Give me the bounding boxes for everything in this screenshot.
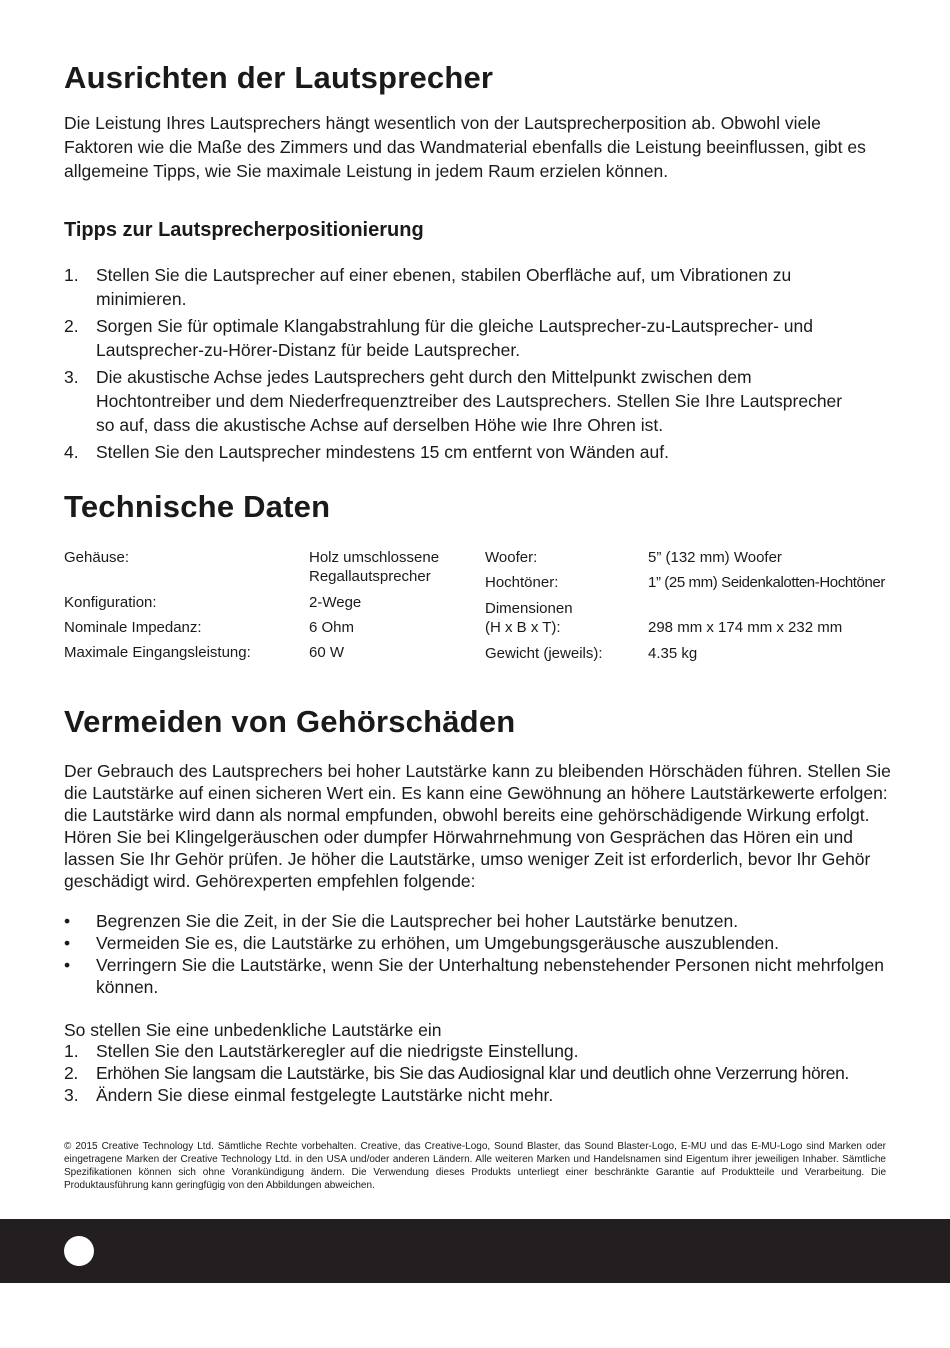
spec-value: Holz umschlossene <box>309 549 440 566</box>
list-item <box>64 932 894 954</box>
spec-value: 5” (132 mm) Woofer <box>648 549 782 566</box>
spec-label: Dimensionen <box>485 600 573 617</box>
spec-label: Maximale Eingangsleistung: <box>64 644 251 661</box>
list-item-text: Stellen Sie die Lautsprecher auf einer ebenen, stabilen Oberfläche auf, um Vibrationen zu minimieren. <box>96 265 792 309</box>
spec-value: 4.35 kg <box>648 645 698 662</box>
list-item-text: Erhöhen Sie langsam die Lautstärke, bis Sie das Audiosignal klar und deutlich ohne Verzerrung hören. <box>96 1063 849 1083</box>
spec-value: 2-Wege <box>309 594 362 611</box>
list-number: 1. <box>64 1041 79 1061</box>
page-marker-circle <box>64 1236 94 1266</box>
footer-bar <box>0 1219 950 1283</box>
bullet-marker: • <box>64 911 71 931</box>
list-item-text: Verringern Sie die Lautstärke, wenn Sie der Unterhaltung nebenstehender Personen nicht mehrfolgen können. <box>96 955 885 997</box>
list-item <box>64 314 864 362</box>
list-item <box>64 1062 904 1084</box>
spec-label: Gewicht (jeweils): <box>485 645 603 662</box>
spec-value: Regallautsprecher <box>309 568 431 585</box>
list-item <box>64 1084 904 1106</box>
spec-label: Konfiguration: <box>64 594 157 611</box>
copyright-note: © 2015 Creative Technology Ltd. Sämtliche Rechte vorbehalten. Creative, das Creative-Logo, Sound Blaster, das Sound Blaster-Logo, E-MU und das E-MU-Logo sind Marken oder eingetragene Marken der Creative Technology Ltd. in den USA und/oder anderen Ländern. Alle weiteren Marken und Handelsnamen sind Eigentum ihrer jeweiligen Inhaber. Sämtliche Spezifikationen können sich ohne Vorankündigung ändern. Die Verwendung dieses Produkts unterliegt einer beschränkte Garantie auf Produktteile und Verarbeitung. Die Produktausführung kann geringfügig von den Abbildungen abweichen. <box>64 1141 886 1191</box>
section-title-hearing: Vermeiden von Gehörschäden <box>64 704 516 739</box>
list-number: 4. <box>64 442 79 462</box>
bullet-marker: • <box>64 955 71 975</box>
list-number: 3. <box>64 367 79 387</box>
list-item <box>64 954 894 998</box>
spec-label: Nominale Impedanz: <box>64 619 202 636</box>
list-item <box>64 263 864 311</box>
list-number: 3. <box>64 1085 79 1105</box>
alignment-intro: Die Leistung Ihres Lautsprechers hängt wesentlich von der Lautsprecherposition ab. Obwohl viele Faktoren wie die Maße des Zimmers und das Wandmaterial ebenfalls die Leistung beeinflussen, gibt es allgemeine Tipps, wie Sie maximale Leistung in jedem Raum erzielen können. <box>64 113 866 181</box>
spec-value: 1” (25 mm) Seidenkalotten-Hochtöner <box>648 574 885 591</box>
spec-label: (H x B x T): <box>485 619 561 636</box>
list-item <box>64 440 864 464</box>
tips-list <box>64 263 864 464</box>
spec-label: Gehäuse: <box>64 549 130 566</box>
list-item-text: Die akustische Achse jedes Lautsprechers geht durch den Mittelpunkt zwischen dem Hochtontreiber und dem Niederfrequenztreiber des Lautsprechers. Stellen Sie Ihre Lautsprecher so auf, dass die akustische Achse auf derselben Höhe wie Ihre Ohren ist. <box>96 367 843 435</box>
list-item <box>64 910 894 932</box>
steps-intro: So stellen Sie eine unbedenkliche Lautstärke ein <box>64 1020 442 1040</box>
hearing-intro: Der Gebrauch des Lautsprechers bei hoher Lautstärke kann zu bleibenden Hörschäden führen. Stellen Sie die Lautstärke auf einen sicheren Wert ein. Es kann eine Gewöhnung an höhere Lautstärkewerte erfolgen: die Lautstärke wird dann als normal empfunden, obwohl bereits eine gehörschädigende Wirkung erfolgt. Hören Sie bei Klingelgeräuschen oder dumpfer Hörwahrnehmung von Gesprächen das Hören ein und lassen Sie Ihr Gehör prüfen. Je höher die Lautstärke, umso weniger Zeit ist erforderlich, bevor Ihr Gehör geschädigt wird. Gehörexperten empfehlen folgende: <box>64 761 891 891</box>
list-item <box>64 1040 904 1062</box>
list-number: 1. <box>64 265 79 285</box>
list-item-text: Stellen Sie den Lautsprecher mindestens 15 cm entfernt von Wänden auf. <box>96 442 669 462</box>
list-number: 2. <box>64 1063 78 1083</box>
bullet-marker: • <box>64 933 71 953</box>
list-item-text: Begrenzen Sie die Zeit, in der Sie die Lautsprecher bei hoher Lautstärke benutzen. <box>96 911 739 931</box>
spec-value: 6 Ohm <box>309 619 355 636</box>
section-title-specs: Technische Daten <box>64 489 331 524</box>
list-item-text: Stellen Sie den Lautstärkeregler auf die niedrigste Einstellung. <box>96 1041 579 1061</box>
list-item <box>64 365 864 437</box>
section-title-alignment: Ausrichten der Lautsprecher <box>64 60 494 95</box>
hearing-bullets <box>64 910 894 998</box>
spec-value: 60 W <box>309 644 345 661</box>
spec-value: 298 mm x 174 mm x 232 mm <box>648 619 843 636</box>
list-number: 2. <box>64 316 79 336</box>
list-item-text: Vermeiden Sie es, die Lautstärke zu erhöhen, um Umgebungsgeräusche auszublenden. <box>96 933 779 953</box>
list-item-text: Sorgen Sie für optimale Klangabstrahlung für die gleiche Lautsprecher-zu-Lautsprecher- und Lautsprecher-zu-Hörer-Distanz für beide Lautsprecher. <box>96 316 813 360</box>
list-item-text: Ändern Sie diese einmal festgelegte Lautstärke nicht mehr. <box>96 1085 554 1105</box>
spec-label: Hochtöner: <box>485 574 559 591</box>
tips-subtitle: Tipps zur Lautsprecherpositionierung <box>64 219 424 241</box>
spec-label: Woofer: <box>485 549 538 566</box>
volume-steps <box>64 1040 904 1106</box>
